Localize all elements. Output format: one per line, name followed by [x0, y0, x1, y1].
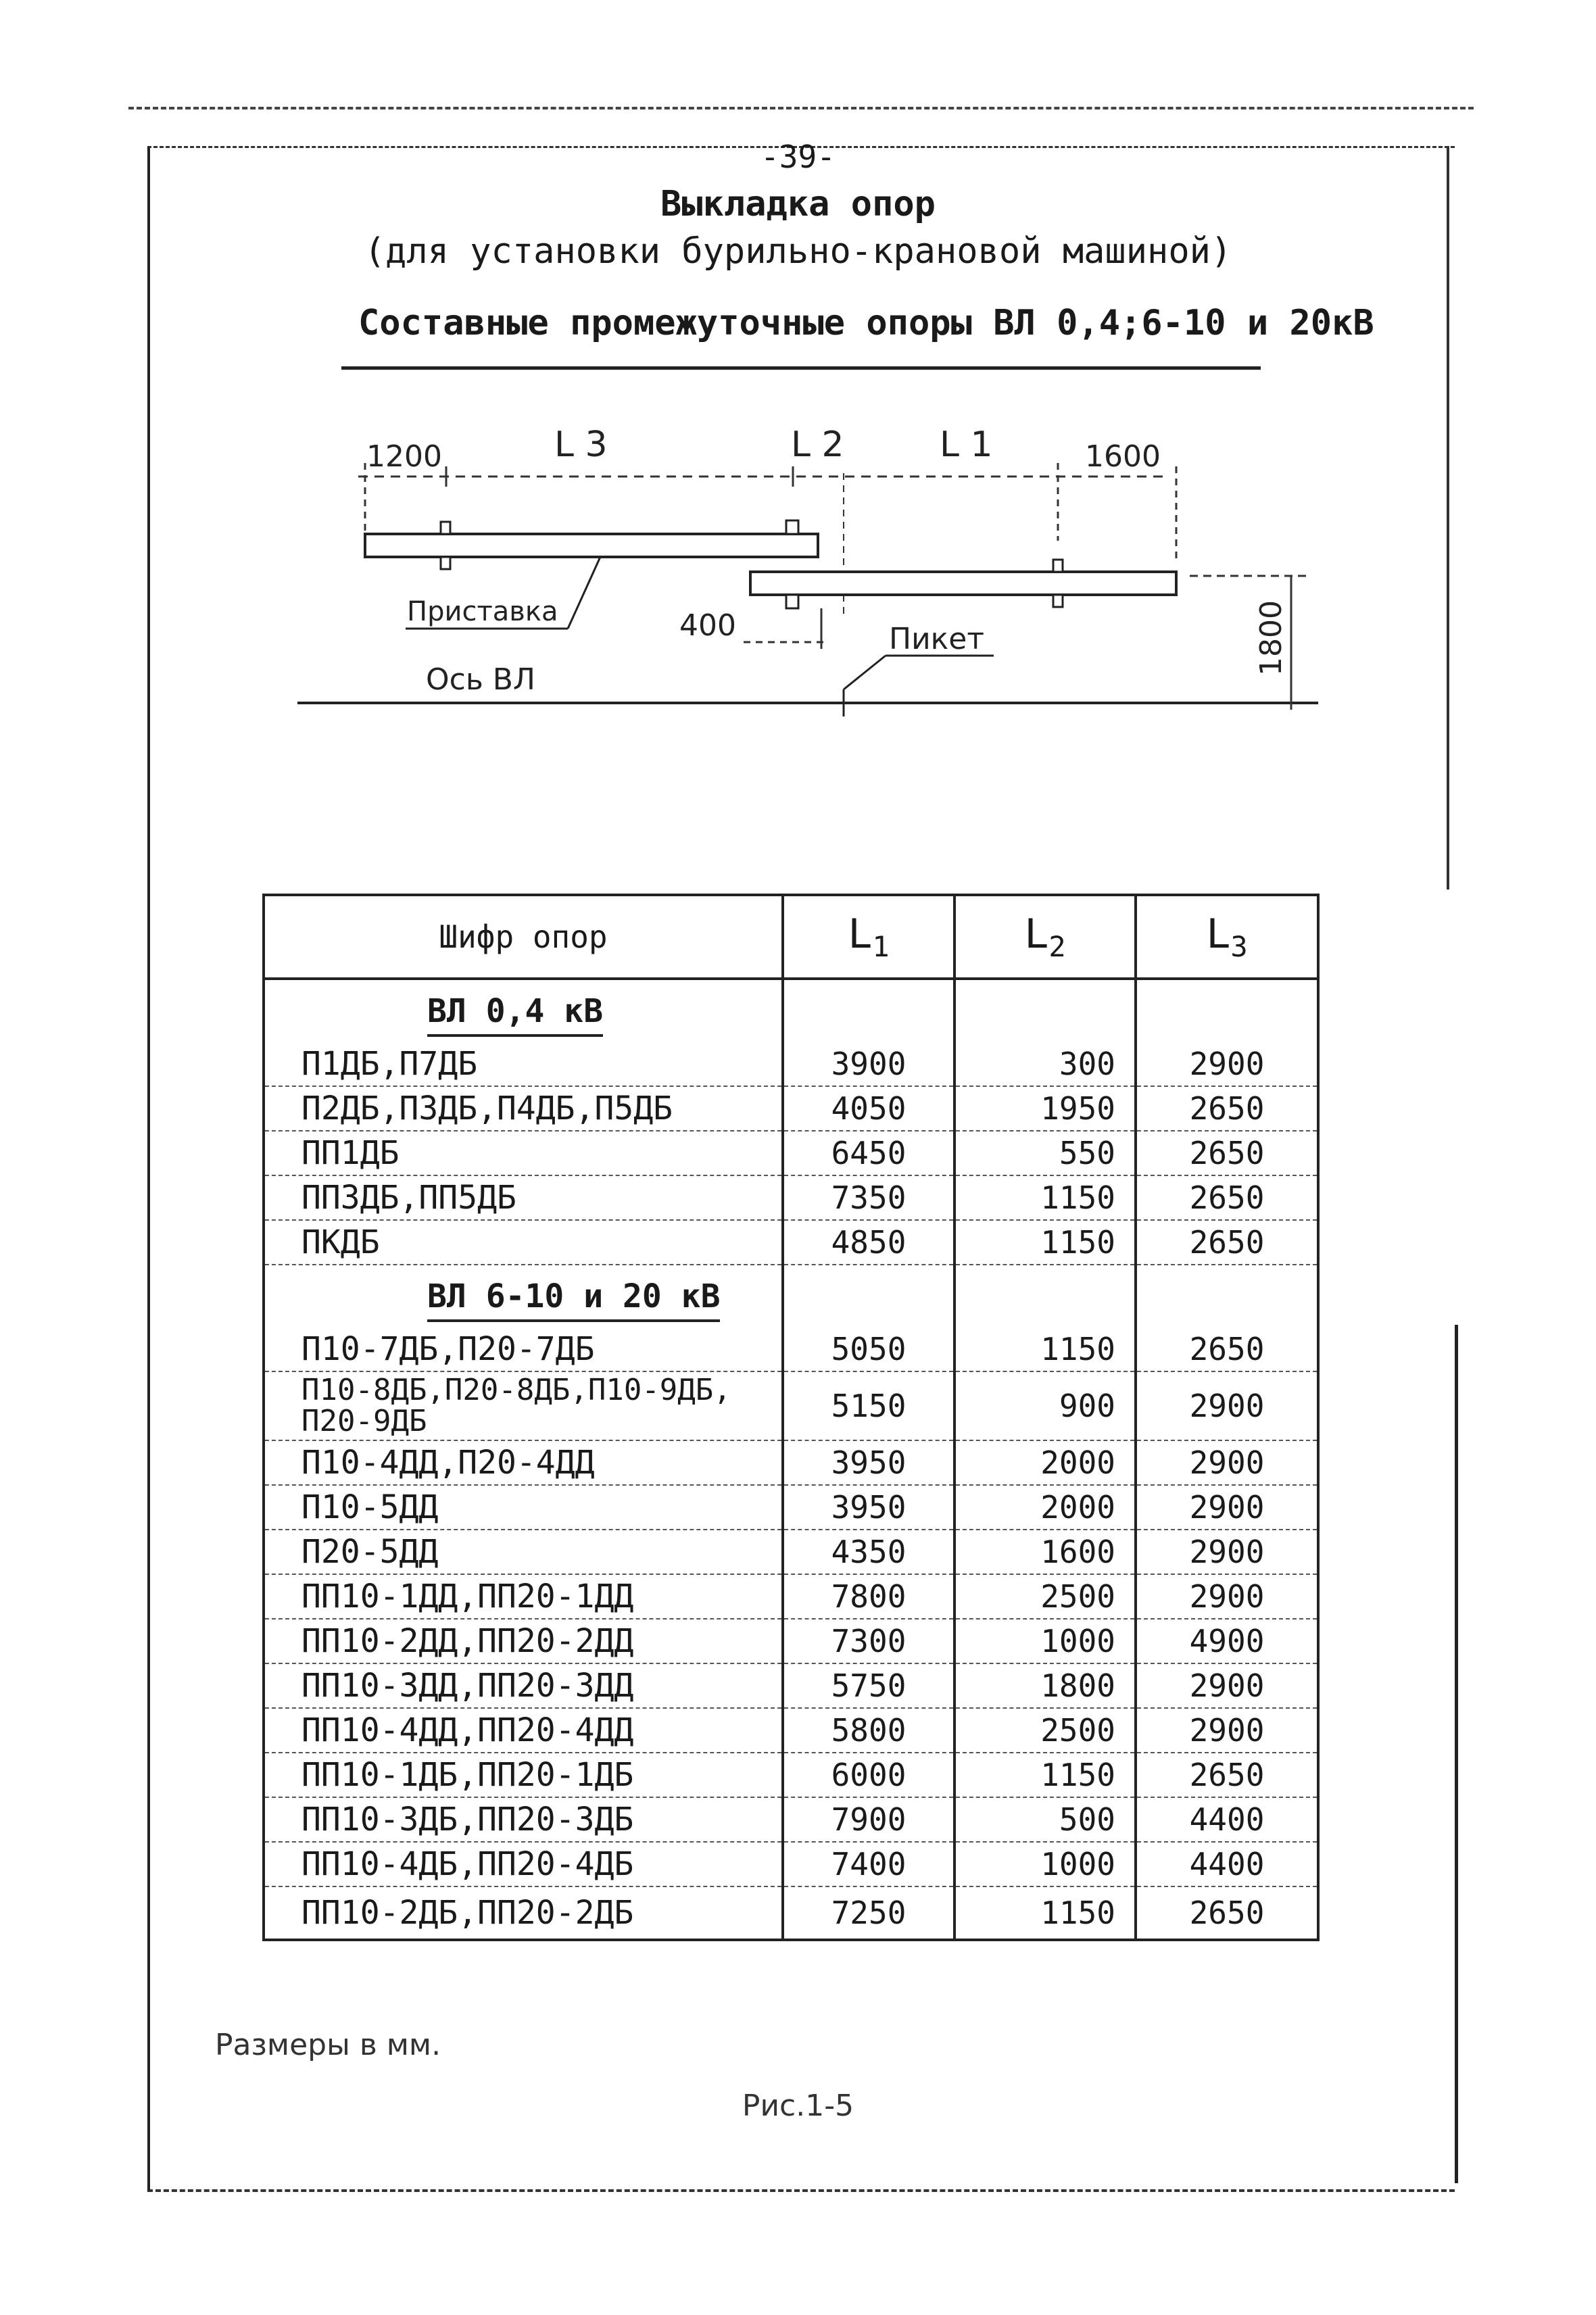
section-title-underline — [341, 366, 1261, 370]
group-label-6-10-20kv: ВЛ 6-10 и 20 кВ — [427, 1277, 720, 1322]
value-l1: 6450 — [783, 1131, 954, 1175]
value-l1: 7900 — [783, 1797, 954, 1842]
pole-code: ПП10-3ДД,ПП20-3ДД — [264, 1663, 783, 1708]
value-l2: 2500 — [954, 1708, 1136, 1753]
value-l3: 2900 — [1136, 1440, 1318, 1485]
pole-code: ПП3ДБ,ПП5ДБ — [264, 1175, 783, 1220]
table-row — [264, 1440, 1318, 1485]
value-l2: 900 — [954, 1371, 1136, 1440]
header-l3: $L_3$ — [1136, 895, 1318, 979]
pole-code: ПКДБ — [264, 1220, 783, 1265]
value-l2: 1150 — [954, 1753, 1136, 1797]
table-row — [264, 1708, 1318, 1753]
group-row-04kv — [264, 979, 1318, 1042]
value-l1: 7400 — [783, 1842, 954, 1886]
value-l2: 1150 — [954, 1175, 1136, 1220]
value-l3: 2900 — [1136, 1663, 1318, 1708]
value-l2: 550 — [954, 1131, 1136, 1175]
pole-code: П20-5ДД — [264, 1530, 783, 1574]
table-row — [264, 1371, 1318, 1440]
value-l1: 4350 — [783, 1530, 954, 1574]
value-l3: 2900 — [1136, 1485, 1318, 1530]
value-l1: 7800 — [783, 1574, 954, 1619]
l1-label: L 1 — [940, 424, 993, 465]
value-l3: 4400 — [1136, 1797, 1318, 1842]
table-row — [264, 1131, 1318, 1175]
value-l2: 300 — [954, 1042, 1136, 1086]
poles-table — [262, 894, 1320, 1941]
l3-label: L 3 — [554, 424, 608, 465]
table-row — [264, 1086, 1318, 1131]
value-l2: 1000 — [954, 1619, 1136, 1663]
axis-label: Ось ВЛ — [426, 662, 536, 697]
value-l3: 2650 — [1136, 1220, 1318, 1265]
value-l2: 1800 — [954, 1663, 1136, 1708]
value-l3: 2900 — [1136, 1574, 1318, 1619]
value-l1: 4050 — [783, 1086, 954, 1131]
header-name: Шифр опор — [264, 895, 783, 979]
value-l2: 500 — [954, 1797, 1136, 1842]
value-l1: 3950 — [783, 1440, 954, 1485]
table-row — [264, 1797, 1318, 1842]
poles-table-wrapper — [262, 894, 1317, 1941]
table-row — [264, 1753, 1318, 1797]
l2-label: L 2 — [791, 424, 844, 465]
value-l3: 2900 — [1136, 1530, 1318, 1574]
table-row — [264, 1485, 1318, 1530]
pole-code: ПП10-2ДБ,ПП20-2ДБ — [264, 1886, 783, 1940]
side-margin-bar — [1455, 1325, 1458, 2183]
pole-code: ПП1ДБ — [264, 1131, 783, 1175]
section-title: Составные промежуточные опоры ВЛ 0,4;6-10 и 20кВ — [358, 303, 1374, 343]
value-l2: 1150 — [954, 1886, 1136, 1940]
value-l2: 1950 — [954, 1086, 1136, 1131]
table-row — [264, 1220, 1318, 1265]
value-l1: 3900 — [783, 1042, 954, 1086]
picket-label: Пикет — [889, 622, 984, 656]
value-l3: 2900 — [1136, 1042, 1318, 1086]
page-title: Выкладка опор — [660, 184, 936, 224]
value-l3: 2900 — [1136, 1371, 1318, 1440]
value-l1: 7300 — [783, 1619, 954, 1663]
value-l3: 2650 — [1136, 1886, 1318, 1940]
table-header-row — [264, 895, 1318, 979]
pole-code: ПП10-2ДД,ПП20-2ДД — [264, 1619, 783, 1663]
table-row — [264, 1886, 1318, 1940]
value-l1: 4850 — [783, 1220, 954, 1265]
top-rule — [128, 107, 1474, 109]
value-l1: 7250 — [783, 1886, 954, 1940]
value-l2: 2500 — [954, 1574, 1136, 1619]
pole-code: ПП10-4ДБ,ПП20-4ДБ — [264, 1842, 783, 1886]
pole-code: ПП10-4ДД,ПП20-4ДД — [264, 1708, 783, 1753]
value-l2: 1000 — [954, 1842, 1136, 1886]
value-l1: 5150 — [783, 1371, 954, 1440]
pole-code: П10-5ДД — [264, 1485, 783, 1530]
pole-code: П1ДБ,П7ДБ — [264, 1042, 783, 1086]
value-l3: 4400 — [1136, 1842, 1318, 1886]
value-l3: 2650 — [1136, 1327, 1318, 1371]
value-l2: 1150 — [954, 1220, 1136, 1265]
value-l2: 1150 — [954, 1327, 1136, 1371]
value-l1: 6000 — [783, 1753, 954, 1797]
table-row — [264, 1574, 1318, 1619]
units-note: Размеры в мм. — [215, 2028, 441, 2062]
value-l2: 1600 — [954, 1530, 1136, 1574]
pole-code: ПП10-1ДД,ПП20-1ДД — [264, 1574, 783, 1619]
value-l3: 2650 — [1136, 1753, 1318, 1797]
value-l1: 5800 — [783, 1708, 954, 1753]
pole-code: ПП10-1ДБ,ПП20-1ДБ — [264, 1753, 783, 1797]
dim-1200-label: 1200 — [366, 439, 442, 474]
value-l2: 2000 — [954, 1440, 1136, 1485]
pole-code: П10-8ДБ,П20-8ДБ,П10-9ДБ, П20-9ДБ — [264, 1371, 783, 1440]
table-row — [264, 1842, 1318, 1886]
dim-400-label: 400 — [679, 608, 736, 643]
value-l1: 3950 — [783, 1485, 954, 1530]
header-l2: $L_2$ — [954, 895, 1136, 979]
table-row — [264, 1619, 1318, 1663]
pole-layout-diagram — [291, 406, 1345, 730]
table-row — [264, 1327, 1318, 1371]
figure-caption: Рис.1-5 — [742, 2089, 854, 2123]
header-l1: $L_1$ — [783, 895, 954, 979]
value-l3: 4900 — [1136, 1619, 1318, 1663]
value-l3: 2650 — [1136, 1086, 1318, 1131]
table-row — [264, 1175, 1318, 1220]
table-row — [264, 1042, 1318, 1086]
value-l3: 2650 — [1136, 1175, 1318, 1220]
pole-code: П10-4ДД,П20-4ДД — [264, 1440, 783, 1485]
table-row — [264, 1663, 1318, 1708]
value-l3: 2900 — [1136, 1708, 1318, 1753]
value-l1: 7350 — [783, 1175, 954, 1220]
dim-1800-label: 1800 — [1254, 600, 1288, 676]
insert-label: Приставка — [407, 596, 558, 627]
pole-code: П2ДБ,П3ДБ,П4ДБ,П5ДБ — [264, 1086, 783, 1131]
value-l2: 2000 — [954, 1485, 1136, 1530]
dim-1600-label: 1600 — [1085, 439, 1161, 474]
page-subtitle: (для установки бурильно-крановой машиной) — [364, 231, 1232, 272]
value-l1: 5750 — [783, 1663, 954, 1708]
pole-code: П10-7ДБ,П20-7ДБ — [264, 1327, 783, 1371]
value-l3: 2650 — [1136, 1131, 1318, 1175]
group-label-04kv: ВЛ 0,4 кВ — [427, 992, 603, 1037]
table-row — [264, 1530, 1318, 1574]
group-row-6-10-20kv — [264, 1265, 1318, 1327]
pole-code: ПП10-3ДБ,ПП20-3ДБ — [264, 1797, 783, 1842]
page-number: -39- — [760, 139, 836, 175]
value-l1: 5050 — [783, 1327, 954, 1371]
